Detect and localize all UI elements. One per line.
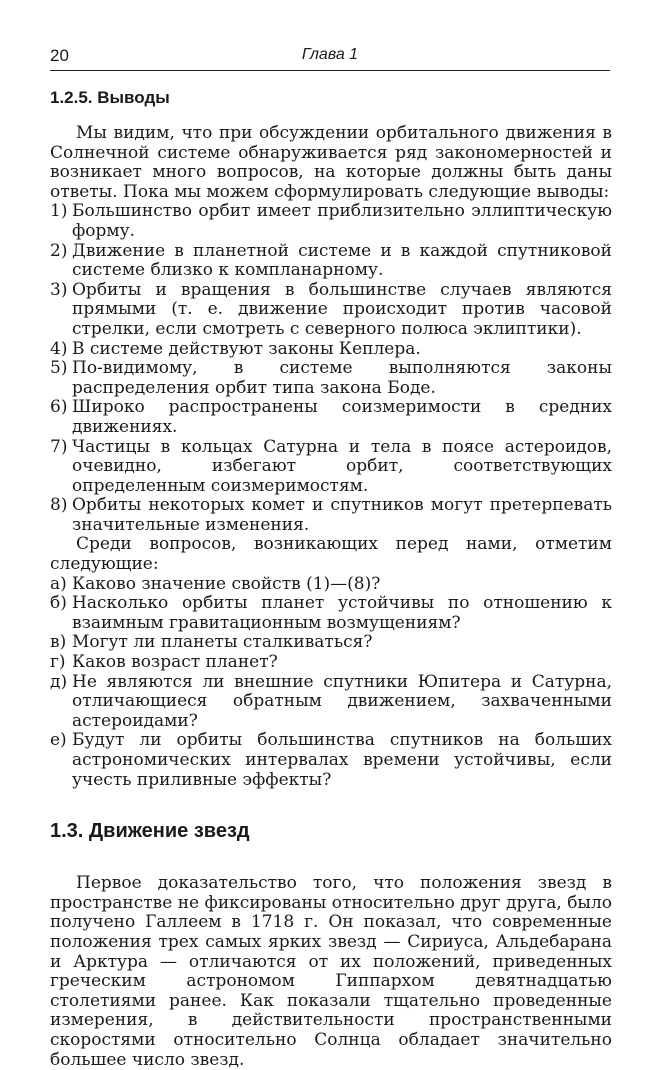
- section-title: 1.3. Движение звезд: [50, 820, 250, 843]
- list-marker: е): [50, 730, 67, 751]
- list-item-text: По-видимому, в системе выполняются законы распределения орбит типа закона Боде.: [72, 358, 612, 398]
- list-item-text: Насколько орбиты планет устойчивы по отношению к взаимным гравитационным возмущениям?: [72, 593, 612, 633]
- list-marker: д): [50, 671, 68, 692]
- list-item: [50, 202, 612, 241]
- list-item-text: Каков возраст планет?: [72, 652, 278, 673]
- page-header: [50, 46, 610, 70]
- questions-intro: Среди вопросов, возникающих перед нами, отметим следующие:: [50, 534, 612, 575]
- list-item-text: Орбиты некоторых комет и спутников могут претерпевать значительные изменения.: [72, 495, 612, 535]
- list-marker: 7): [50, 436, 68, 457]
- list-marker: 6): [50, 397, 68, 418]
- list-item: [50, 281, 612, 340]
- list-item: [50, 575, 612, 595]
- subsection-title: 1.2.5. Выводы: [50, 88, 170, 107]
- list-item-text: Каково значение свойств (1)—(8)?: [72, 573, 381, 594]
- list-item-text: В системе действуют законы Кеплера.: [72, 338, 421, 359]
- list-item: [50, 496, 612, 535]
- list-item: [50, 359, 612, 398]
- list-item: [50, 673, 612, 732]
- intro-paragraph: Мы видим, что при обсуждении орбитального движения в Солнечной системе обнаруживается ряд закономерностей и возникает много вопросов, на которые должны быть даны ответы. Пока мы можем сформулировать следующие выводы:: [50, 123, 612, 202]
- list-item: [50, 633, 612, 653]
- running-title: Глава 1: [301, 46, 359, 63]
- list-item-text: Не являются ли внешние спутники Юпитера и Сатурна, отличающиеся обратным движением, захваченными астероидами?: [72, 671, 612, 731]
- list-item-text: Частицы в кольцах Сатурна и тела в поясе астероидов, очевидно, избегают орбит, соответствующих определенным соизмеримостям.: [72, 436, 612, 496]
- list-marker: г): [50, 652, 66, 673]
- page-content: [50, 124, 612, 1070]
- list-item: [50, 398, 612, 437]
- list-item-text: Большинство орбит имеет приблизительно эллиптическую форму.: [72, 201, 612, 241]
- list-item-text: Орбиты и вращения в большинстве случаев являются прямыми (т. е. движение происходит против часовой стрелки, если смотреть с северного полюса эклиптики).: [72, 279, 612, 339]
- list-item-text: Будут ли орбиты большинства спутников на больших астрономических интервалах времени устойчивы, если учесть приливные эффекты?: [72, 730, 612, 790]
- section-paragraph: Первое доказательство того, что положения звезд в пространстве не фиксированы относительно друг друга, было получено Галлеем в 1718 г. Он показал, что современные положения трех самых ярких звезд — Сириуса, Альдебарана и Арктура — отличаются от их положений, приведенных греческим астрономом Гиппархом девятнадцатью столетиями ранее. Как показали тщательно проведенные измерения, в действительности пространственными скоростями относительно Солнца обладает значительно большее число звезд.: [50, 873, 612, 1070]
- list-marker: б): [50, 593, 67, 614]
- list-item: [50, 594, 612, 633]
- list-item: [50, 438, 612, 497]
- questions-list: [50, 575, 612, 791]
- list-marker: 1): [50, 201, 68, 222]
- list-marker: 5): [50, 358, 68, 379]
- list-item-text: Движение в планетной системе и в каждой спутниковой системе близко к компланарному.: [72, 240, 612, 281]
- list-item: [50, 340, 612, 360]
- list-item: [50, 653, 612, 673]
- list-item-text: Широко распространены соизмеримости в средних движениях.: [72, 397, 612, 437]
- list-marker: 8): [50, 495, 68, 516]
- list-marker: а): [50, 573, 67, 594]
- list-item: [50, 242, 612, 281]
- list-item-text: Могут ли планеты сталкиваться?: [72, 632, 373, 653]
- list-marker: 4): [50, 338, 68, 359]
- page-number: 20: [50, 46, 69, 65]
- list-item: [50, 731, 612, 790]
- conclusions-list: [50, 202, 612, 535]
- list-marker: в): [50, 632, 67, 653]
- list-marker: 2): [50, 240, 68, 261]
- list-marker: 3): [50, 279, 68, 300]
- header-rule: [50, 70, 610, 71]
